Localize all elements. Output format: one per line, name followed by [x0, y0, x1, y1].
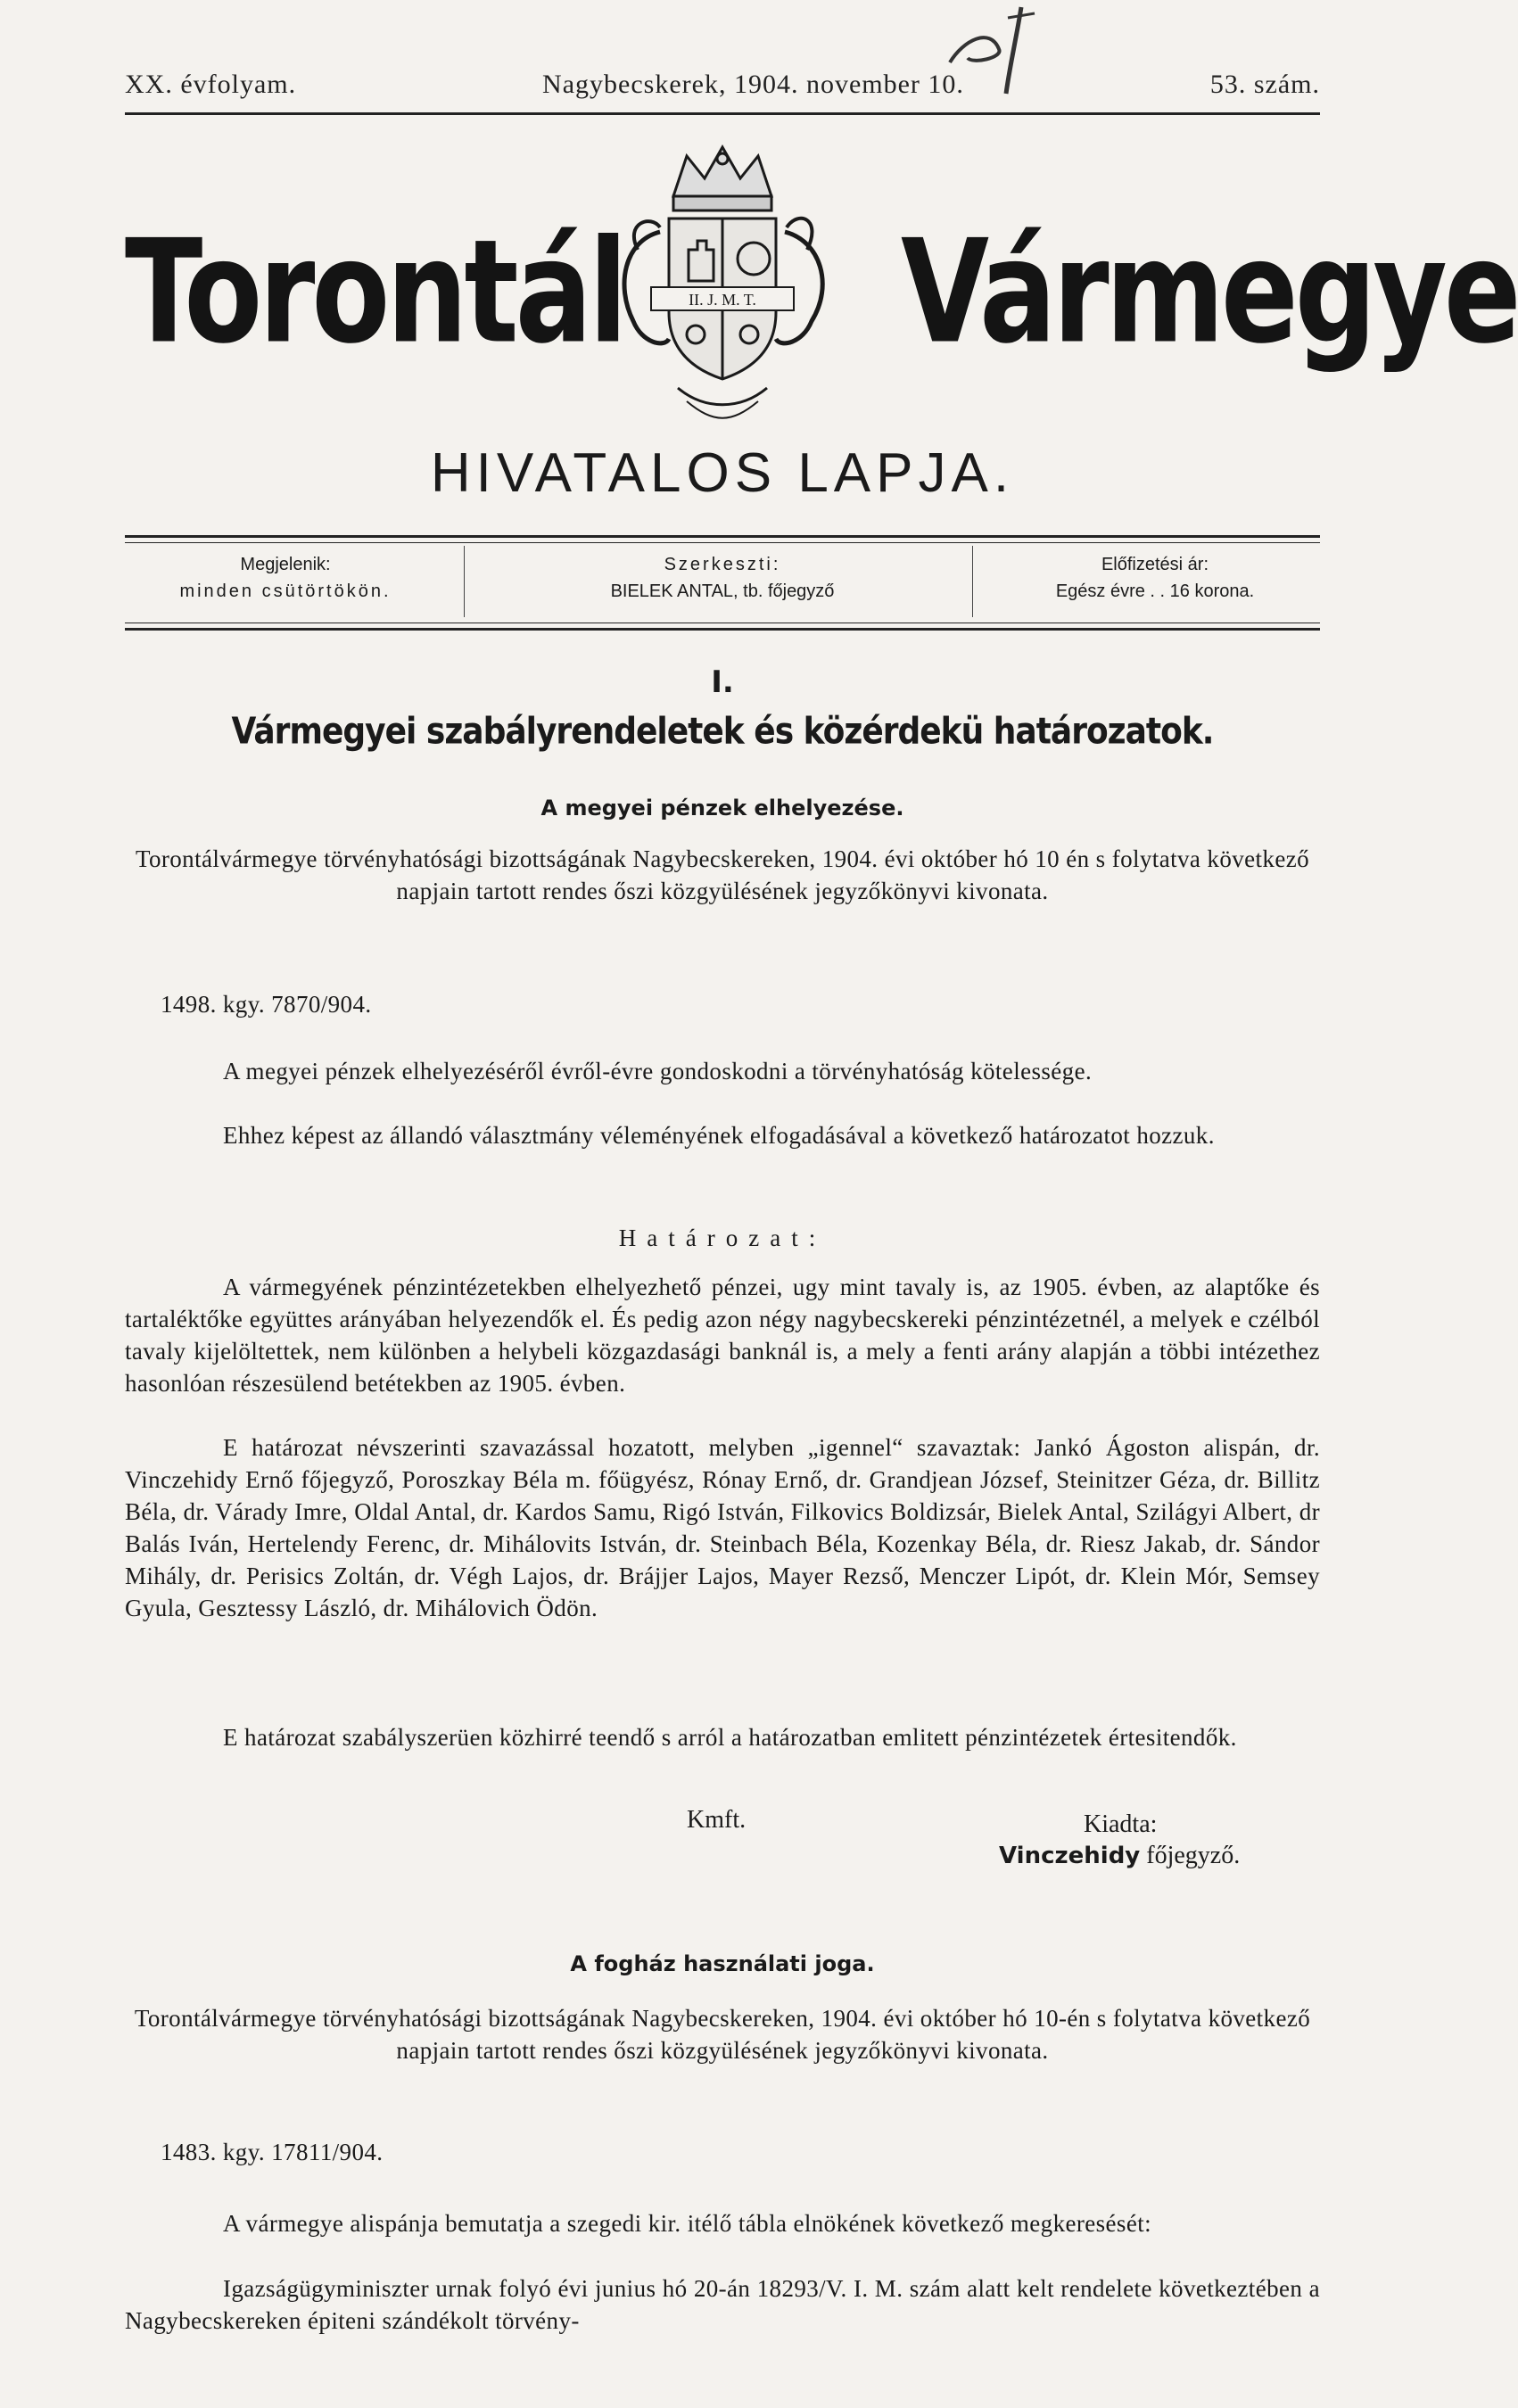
place-date: Nagybecskerek, 1904. november 10.: [542, 70, 964, 99]
info-top-rule: [125, 535, 1320, 538]
article-title: A megyei pénzek elhelyezése.: [540, 796, 904, 821]
decision-label: Határozat:: [618, 1225, 827, 1251]
article-title: A fogház használati joga.: [570, 1951, 875, 1976]
appears-label: Megjelenik:: [240, 555, 331, 574]
article-paragraph: A vármegye alispánja bemutatja a szegedi kir. itélő tábla elnökének következő megkeresését:: [223, 2210, 1152, 2237]
article-reference: 1498. kgy. 7870/904.: [161, 991, 372, 1018]
info-top-rule-thin: [125, 542, 1320, 543]
article-paragraph: A megyei pénzek elhelyezéséről évről-évre gondoskodni a törvényhatóság kötelessége.: [223, 1058, 1093, 1084]
section-number: I.: [711, 664, 734, 700]
kmft-label: Kmft.: [687, 1806, 747, 1834]
article-paragraph: E határozat szabályszerüen közhirré teendő s arról a határozatban emlitett pénzintézetek értesitendők.: [223, 1724, 1237, 1751]
publication-subtitle: HIVATALOS LAPJA.: [430, 442, 1015, 504]
article-reference: 1483. kgy. 17811/904.: [161, 2139, 384, 2165]
article-intro: Torontálvármegye törvényhatósági bizottságának Nagybecskereken, 1904. évi október hó 10 én s folytatva következő napjain tartott rendes őszi közgyülésének jegyzőkönyvi kivonata.: [135, 845, 1309, 904]
editor-column: [499, 551, 945, 605]
crest-banner: II. J. M. T.: [689, 291, 756, 309]
signer-title: főjegyző.: [1146, 1842, 1241, 1869]
masthead-left-word: Torontál: [125, 210, 624, 376]
editor-value: BIELEK ANTAL, tb. főjegyző: [610, 581, 835, 601]
info-bottom-rule: [125, 628, 1320, 631]
price-label: Előfizetési ár:: [1101, 555, 1209, 574]
article-paragraph: E határozat névszerinti szavazással hozatott, melyben „igennel“ szavaztak: Jankó Ágoston alispán, dr. Vinczehidy Ernő főjegyző, Poroszkay Béla m. főügyész, Rónay Ernő, dr. Grandjean József, Steinitzer Géza, dr. Billitz Béla, dr. Várady Imre, Oldal Antal, dr. Kardos Samu, Rigó István, Filkovics Boldizsár, Bielek Antal, Szilágyi Albert, dr Balás Iván, Hertelendy Ferenc, dr. Mihálovits István, dr. Steinbach Béla, Kozenkay Béla, dr. Riesz Jakab, dr. Sándor Mihály, dr. Perisics Zoltán, dr. Végh Lajos, dr. Brájjer Lajos, Mayer Rezső, Menczer Lipót, dr. Klein Mór, Semsey Gyula, Gesztessy László, dr. Mihálovich Ödön.: [125, 1434, 1320, 1621]
info-divider: [972, 546, 973, 617]
info-divider: [464, 546, 465, 617]
article-paragraph: A vármegyének pénzintézetekben elhelyezhető pénzei, ugy mint tavaly is, az 1905. évben, az alaptőke és tartaléktőke együttes arányában helyezendők el. És pedig azon négy nagybecskereki pénzintézetnél, a melyek e czélból tavaly kijelöltettek, nem különben a helybeli közgazdasági banknál is, a mely a fenti arány alapján a többi intézethez hasonlóan részesülend betétekben az 1905. évben.: [125, 1274, 1320, 1397]
article-paragraph: Igazságügyminiszter urnak folyó évi junius hó 20-án 18293/V. I. M. szám alatt kelt rendelete következtében a Nagybecskereken épiteni szándékolt törvény-: [125, 2275, 1320, 2334]
appears-column: [125, 551, 446, 605]
price-value: Egész évre . . 16 korona.: [1055, 581, 1255, 601]
article-paragraph: Ehhez képest az állandó választmány véleményének elfogadásával a következő határozatot hozzuk.: [223, 1122, 1215, 1149]
signer-name: Vinczehidy: [999, 1843, 1141, 1869]
article-intro: Torontálvármegye törvényhatósági bizottságának Nagybecskereken, 1904. évi október hó 10-én s folytatva következő napjain tartott rendes őszi közgyülésének jegyzőkönyvi kivonata.: [134, 2005, 1311, 2064]
editor-label: Szerkeszti:: [664, 555, 781, 574]
issue-number: 53. szám.: [1209, 70, 1320, 99]
newspaper-page: [125, 0, 1518, 2408]
info-bar: [125, 535, 1320, 633]
header-rule: [125, 112, 1320, 115]
masthead: [125, 134, 1518, 419]
issued-by-label: Kiadta:: [1084, 1810, 1158, 1838]
issue-header: [125, 70, 1320, 100]
masthead-right-word: Vármegye: [901, 210, 1518, 376]
signature: [999, 1842, 1240, 1870]
section-title: Vármegyei szabályrendeletek és közérdekü határozatok.: [231, 710, 1214, 754]
appears-value: minden csütörtökön.: [179, 581, 392, 601]
volume-label: XX. évfolyam.: [125, 70, 297, 99]
price-column: [990, 551, 1320, 605]
coat-of-arms-icon: [589, 134, 856, 437]
